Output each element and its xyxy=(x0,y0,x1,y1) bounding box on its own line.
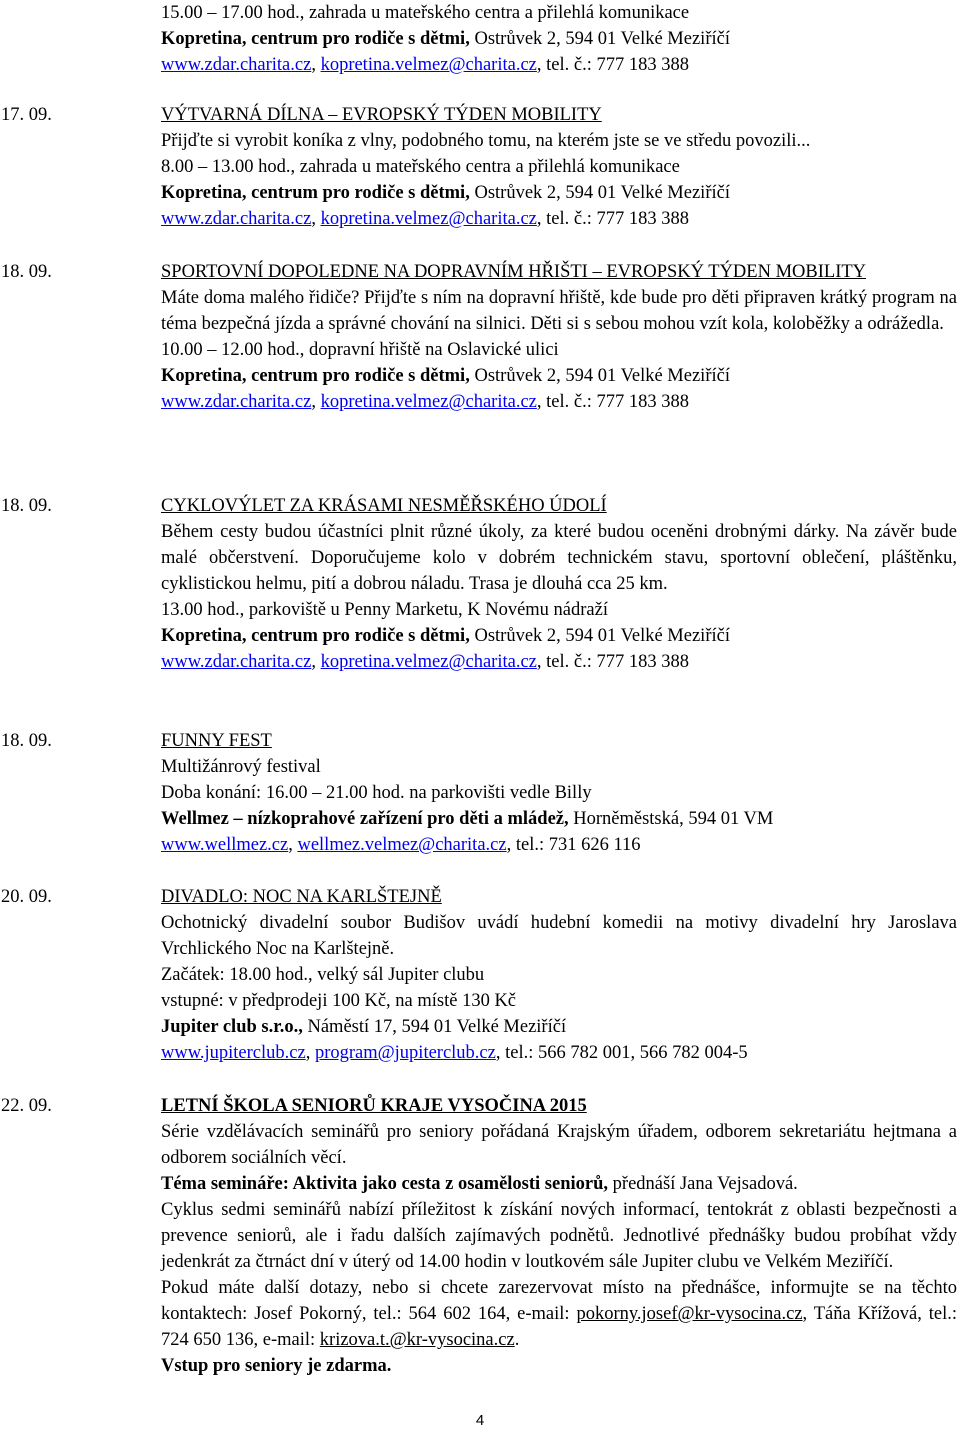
event-place: , zahrada u mateřského centra a přilehlá komunikace xyxy=(290,157,680,177)
event-description: Série vzdělávacích seminářů pro seniory pořádaná Krajským úřadem, odborem sekretariátu hejtmana a odborem sociálních věcí. xyxy=(161,1122,957,1168)
seminar-cycle-text: Cyklus sedmi seminářů nabízí příležitost k získání nových informací, tentokrát z oblasti bezpečnosti a prevence seniorů, ale i řadu dalších zajímavých podnětů. Jednotlivé přednášky budou probíhat vždy jedenkrát za čtrnáct dní v úterý od 14.00 hodin v loutkovém sále Jupiter clubu ve Velkém Meziříčí. xyxy=(161,1200,957,1272)
organizer-name: Kopretina, centrum pro rodiče s dětmi, xyxy=(161,183,470,203)
phone-text: , tel.: 566 782 001, 566 782 004-5 xyxy=(495,1043,748,1063)
event-title: SPORTOVNÍ DOPOLEDNE NA DOPRAVNÍM HŘIŠTI – EVROPSKÝ TÝDEN MOBILITY xyxy=(161,262,867,282)
event-start-label: Začátek: xyxy=(161,965,230,985)
contact-line: www.wellmez.cz, wellmez.velmez@charita.cz, tel.: 731 626 116 xyxy=(161,835,641,855)
event-entry xyxy=(0,884,960,1066)
organizer xyxy=(161,363,957,389)
organizer-name: Jupiter club s.r.o., xyxy=(161,1017,303,1037)
phone-text: , tel. č.: 777 183 388 xyxy=(536,652,689,672)
event-date: 22. 09. xyxy=(1,1096,52,1116)
organizer xyxy=(161,623,957,649)
event-place: , velký sál Jupiter clubu xyxy=(307,965,485,985)
organizer-name: Kopretina, centrum pro rodiče s dětmi, xyxy=(161,366,470,386)
website-link[interactable]: www.zdar.charita.cz xyxy=(161,392,312,412)
seminar-topic xyxy=(161,1171,957,1197)
event-time-place xyxy=(161,780,957,806)
event-title: DIVADLO: NOC NA KARLŠTEJNĚ xyxy=(161,887,442,907)
free-entry-note: Vstup pro seniory je zdarma. xyxy=(161,1356,392,1376)
event-time: 18.00 hod. xyxy=(229,965,308,985)
phone-text: , tel. č.: 777 183 388 xyxy=(536,392,689,412)
organizer-address: Ostrůvek 2, 594 01 Velké Meziříčí xyxy=(469,366,730,386)
organizer-address: Ostrůvek 2, 594 01 Velké Meziříčí xyxy=(469,29,730,49)
event-title: VÝTVARNÁ DÍLNA – EVROPSKÝ TÝDEN MOBILITY xyxy=(161,105,602,125)
organizer-address: Horněměstská, 594 01 VM xyxy=(568,809,774,829)
website-link[interactable]: www.zdar.charita.cz xyxy=(161,652,312,672)
contact-text: Pokud máte další dotazy, nebo si chcete zarezervovat místo na přednášce, informujte se na těchto kontaktech: Josef Pokorný, tel.: 564 602 164, e-mail: xyxy=(161,1278,957,1324)
organizer-address: Náměstí 17, 594 01 Velké Meziříčí xyxy=(302,1017,567,1037)
event-entry xyxy=(0,493,960,675)
event-entry xyxy=(0,259,960,415)
organizer xyxy=(161,1014,957,1040)
website-link[interactable]: www.wellmez.cz xyxy=(161,835,289,855)
email-link[interactable]: pokorny.josef@kr-vysocina.cz xyxy=(576,1304,803,1324)
event-date: 17. 09. xyxy=(1,105,52,125)
event-time: 13.00 hod. xyxy=(161,600,240,620)
contact-line: www.zdar.charita.cz, kopretina.velmez@charita.cz, tel. č.: 777 183 388 xyxy=(161,55,689,75)
email-link[interactable]: kopretina.velmez@charita.cz xyxy=(320,652,537,672)
email-link[interactable]: program@jupiterclub.cz xyxy=(314,1043,496,1063)
event-time-place xyxy=(161,0,957,26)
organizer xyxy=(161,180,957,206)
email-link[interactable]: krizova.t.@kr-vysocina.cz xyxy=(319,1330,515,1350)
contact-paragraph xyxy=(161,1275,957,1353)
event-time-place xyxy=(161,154,957,180)
organizer-name: Wellmez – nízkoprahové zařízení pro děti a mládež, xyxy=(161,809,569,829)
page-number: 4 xyxy=(475,1412,485,1429)
organizer xyxy=(161,26,957,52)
contact-text: , Táňa Křížová, tel.: 724 650 136, e-mail: xyxy=(161,1304,958,1350)
event-time: 10.00 – 12.00 hod. xyxy=(161,340,300,360)
phone-text: , tel.: 731 626 116 xyxy=(506,835,641,855)
organizer-address: Ostrůvek 2, 594 01 Velké Meziříčí xyxy=(469,183,730,203)
event-title: LETNÍ ŠKOLA SENIORŮ KRAJE VYSOČINA 2015 xyxy=(161,1096,587,1116)
event-date: 18. 09. xyxy=(1,262,52,282)
event-description: Máte doma malého řidiče? Přijďte s ním na dopravní hřiště, kde bude pro děti připraven krátký program na téma bezpečná jízda a správné chování na silnici. Děti si s sebou mohou vzít kola, koloběžky a odrážedla. xyxy=(161,288,957,334)
event-date: 18. 09. xyxy=(1,496,52,516)
event-date: 18. 09. xyxy=(1,731,52,751)
phone-text: , tel. č.: 777 183 388 xyxy=(536,209,689,229)
event-time-place xyxy=(161,597,957,623)
event-place: na parkovišti vedle Billy xyxy=(404,783,592,803)
email-link[interactable]: kopretina.velmez@charita.cz xyxy=(320,209,537,229)
event-description: Ochotnický divadelní soubor Budišov uvádí hudební komedii na motivy divadelní hry Jaroslava Vrchlického Noc na Karlštejně. xyxy=(161,913,957,959)
event-place: , parkoviště u Penny Marketu, K Novému nádraží xyxy=(239,600,608,620)
seminar-lecturer: přednáší Jana Vejsadová. xyxy=(608,1174,798,1194)
website-link[interactable]: www.zdar.charita.cz xyxy=(161,209,312,229)
event-place: , dopravní hřiště na Oslavické ulici xyxy=(299,340,559,360)
contact-line: www.zdar.charita.cz, kopretina.velmez@charita.cz, tel. č.: 777 183 388 xyxy=(161,652,689,672)
event-entry xyxy=(0,728,960,858)
event-place: , zahrada u mateřského centra a přilehlá komunikace xyxy=(299,3,690,23)
seminar-topic-title: Téma semináře: Aktivita jako cesta z osamělosti seniorů, xyxy=(161,1174,609,1194)
event-description: Přijďte si vyrobit koníka z vlny, podobného tomu, na kterém jste se ve středu povozili... xyxy=(161,131,811,151)
event-subtitle: Multižánrový festival xyxy=(161,757,321,777)
organizer-name: Kopretina, centrum pro rodiče s dětmi, xyxy=(161,29,470,49)
event-description: Během cesty budou účastníci plnit různé úkoly, za které budou oceněni drobnými dárky. Na závěr bude malé občerstvení. Doporučujeme kolo v dobrém technickém stavu, sportovní oblečení, pláštěnku, cyklistickou helmu, pití a dobrou náladu. Trasa je dlouhá cca 25 km. xyxy=(161,522,957,594)
event-time-place xyxy=(161,337,957,363)
email-link[interactable]: kopretina.velmez@charita.cz xyxy=(320,55,537,75)
event-entry xyxy=(0,1093,960,1379)
contact-line: www.zdar.charita.cz, kopretina.velmez@charita.cz, tel. č.: 777 183 388 xyxy=(161,392,689,412)
event-title: CYKLOVÝLET ZA KRÁSAMI NESMĚŘSKÉHO ÚDOLÍ xyxy=(161,496,607,516)
contact-line: www.zdar.charita.cz, kopretina.velmez@charita.cz, tel. č.: 777 183 388 xyxy=(161,209,689,229)
organizer-name: Kopretina, centrum pro rodiče s dětmi, xyxy=(161,626,470,646)
event-time: 16.00 – 21.00 hod. xyxy=(265,783,405,803)
event-time-label: Doba konání: xyxy=(161,783,266,803)
organizer-address: Ostrůvek 2, 594 01 Velké Meziříčí xyxy=(469,626,730,646)
event-entry xyxy=(0,102,960,232)
event-time-place xyxy=(161,962,957,988)
organizer xyxy=(161,806,957,832)
event-date: 20. 09. xyxy=(1,887,52,907)
event-time: 15.00 – 17.00 hod. xyxy=(161,3,300,23)
phone-text: , tel. č.: 777 183 388 xyxy=(536,55,689,75)
website-link[interactable]: www.zdar.charita.cz xyxy=(161,55,312,75)
website-link[interactable]: www.jupiterclub.cz xyxy=(161,1043,306,1063)
email-link[interactable]: kopretina.velmez@charita.cz xyxy=(320,392,537,412)
event-time: 8.00 – 13.00 hod. xyxy=(161,157,291,177)
contact-line: www.jupiterclub.cz, program@jupiterclub.cz, tel.: 566 782 001, 566 782 004-5 xyxy=(161,1043,748,1063)
event-title: FUNNY FEST xyxy=(161,731,272,751)
contact-text: . xyxy=(514,1330,520,1350)
email-link[interactable]: wellmez.velmez@charita.cz xyxy=(297,835,507,855)
event-continuation xyxy=(0,0,960,78)
event-fee: vstupné: v předprodeji 100 Kč, na místě 130 Kč xyxy=(161,991,517,1011)
